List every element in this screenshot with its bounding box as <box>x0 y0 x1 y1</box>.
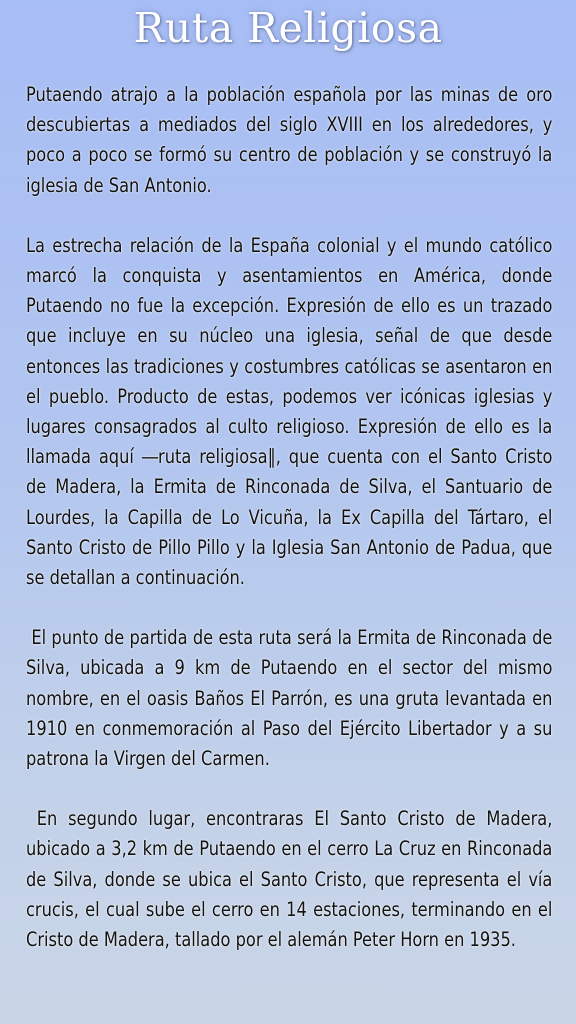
page-title: Ruta Religiosa <box>133 4 443 52</box>
paragraph-ermita: El punto de partida de esta ruta será la Ermita de Rinconada de Silva, ubicada a 9 km de Putaendo en el sector del mismo nombre, en el oasis Baños El Parrón, es una gruta levantada en 1910 en conmemoración al Paso del Ejército Libertador y a su patrona la Virgen del Carmen. <box>26 626 558 771</box>
document-body <box>26 80 558 985</box>
paragraph-santo-cristo: En segundo lugar, encontraras El Santo Cristo de Madera, ubicado a 3,2 km de Putaendo en el cerro La Cruz en Rinconada de Silva, donde se ubica el Santo Cristo, que representa el vía crucis, el cual sube el cerro en 14 estaciones, terminando en el Cristo de Madera, tallado por el alemán Peter Horn en 1935. <box>26 807 558 952</box>
paragraph-colonial-context: La estrecha relación de la España colonial y el mundo católico marcó la conquista y asentamientos en América, donde Putaendo no fue la excepción. Expresión de ello es un trazado que incluye en su núcleo una iglesia, señal de que desde entonces las tradiciones y costumbres católicas se asentaron en el pueblo. Producto de estas, podemos ver icónicas iglesias y lugares consagrados al culto religioso. Expresión de ello es la llamada aquí ―ruta religiosa‖, que cuenta con el Santo Cristo de Madera, la Ermita de Rinconada de Silva, el Santuario de Lourdes, la Capilla de Lo Vicuña, la Ex Capilla del Tártaro, el Santo Cristo de Pillo Pillo y la Iglesia San Antonio de Padua, que se detallan a continuación. <box>26 233 558 590</box>
paragraph-intro: Putaendo atrajo a la población española por las minas de oro descubiertas a mediados del siglo XVIII en los alrededores, y poco a poco se formó su centro de población y se construyó la iglesia de San Antonio. <box>26 83 558 197</box>
